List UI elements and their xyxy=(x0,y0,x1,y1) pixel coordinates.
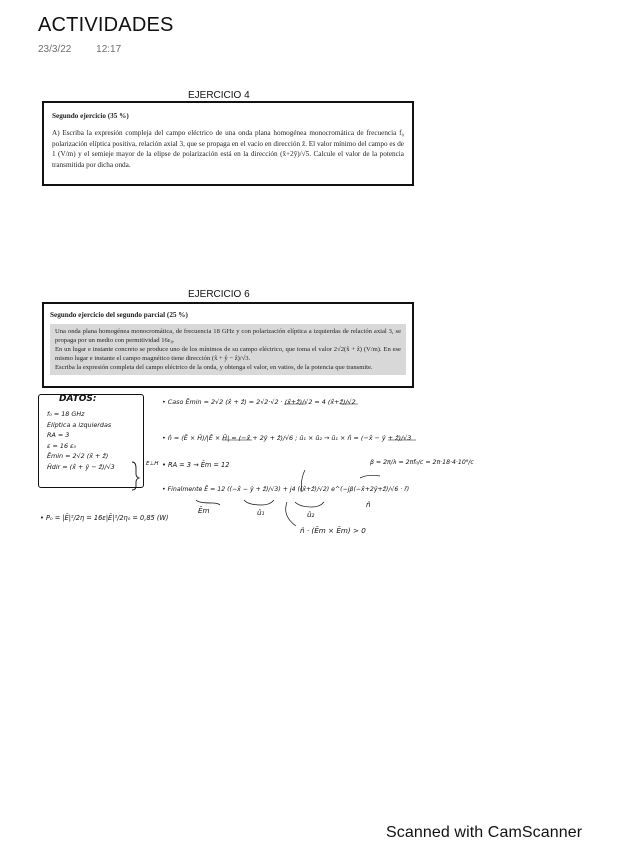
data-item: ε = 16 ε₀ xyxy=(47,441,77,450)
data-item: Ĥdir = (x̂ + ŷ − ẑ)/√3 xyxy=(47,462,115,471)
label-n: n̂ xyxy=(366,500,371,509)
exercise6-heading: EJERCICIO 6 xyxy=(188,289,250,300)
data-note: E⊥H xyxy=(146,461,159,467)
label-condition: n̂ · (Ēm × Ēm) > 0 xyxy=(300,526,366,535)
work-line-3b: β = 2π/λ = 2πf₀/c = 2π·18·4·10⁹/c xyxy=(370,459,474,466)
exercise6-problem-title: Segundo ejercicio del segundo parcial (25 %) xyxy=(50,311,188,319)
data-item: Ēmin = 2√2 (x̂ + ẑ) xyxy=(47,452,109,460)
page-title: ACTIVIDADES xyxy=(38,14,174,36)
exercise4-heading: EJERCICIO 4 xyxy=(188,90,250,101)
work-line-3: • RA = 3 → Ēm = 12 xyxy=(162,461,230,469)
label-u1: û₁ xyxy=(257,508,265,517)
data-item: f₀ = 18 GHz xyxy=(47,410,85,418)
page-time: 12:17 xyxy=(96,44,122,55)
exercise6-paragraph-1: Una onda plana homogénea monocromática, de frecuencia 18 GHz y con polarización elíptica a izquierdas de relación axial 3, se propaga por un medio con permitividad 16ε₀. xyxy=(55,327,401,344)
exercise4-problem-text: A) Escriba la expresión compleja del campo eléctrico de una onda plana homogénea monocromática de frecuencia f₀ polarización elíptica positiva, relación axial 3, que se propaga en el vacío en dirección ẑ. El valor mínimo del campo es de 1 (V/m) y el semieje mayor de la elipse de polarización está en la dirección (x̂+2ŷ)/√5. Calcule el valor de la potencia transmitida por dicha onda. xyxy=(52,128,404,170)
work-line-1: • Caso Ēmin = 2√2 (x̂ + ẑ) = 2√2·√2 · (x̂+ẑ)/√2 = 4 (x̂+ẑ)/√2 xyxy=(162,398,356,406)
exercise6-paragraph-3: Escriba la expresión completa del campo eléctrico de la onda, y obtenga el valor, en vatios, de la potencia que transmite. xyxy=(55,363,373,371)
data-item: Elíptica a izquierdas xyxy=(47,420,112,429)
page-date: 23/3/22 xyxy=(38,44,72,55)
data-box-title: DATOS: xyxy=(59,394,97,404)
power-result: • P₀ = |Ē|²/2η = 16ε|Ē|²/2η₀ = 0,85 (W) xyxy=(40,514,169,522)
label-em: Ēm xyxy=(198,506,210,515)
scanner-watermark: Scanned with CamScanner xyxy=(386,824,583,841)
data-item: RA = 3 xyxy=(47,431,70,439)
exercise6-paragraph-2: En un lugar e instante concreto se produce uno de los mínimos de su campo eléctrico, que toma el valor 2√2(x̂ + ẑ) (V/m). En ese mismo lugar e instante el campo magnético tiene dirección (x̂ + ŷ − ẑ)/√3. xyxy=(55,345,401,362)
label-u2: û₂ xyxy=(307,510,315,519)
work-line-4: • Finalmente Ē = 12 ((−x̂ − ŷ + ẑ)/√3) + j4 ((x̂+ẑ)/√2) e^(−jβ(−x̂+2ŷ+ẑ)/√6 · r̄) xyxy=(162,486,410,493)
work-line-2: • n̂ = (Ē × H̄)/|Ē × H̄| = (−x̂ + 2ŷ + ẑ)/√6 ; û₁ × û₂ → û₁ × n̂ = (−x̂ − ŷ + ẑ)/√3 xyxy=(162,434,412,442)
exercise4-problem-title: Segundo ejercicio (35 %) xyxy=(52,112,129,120)
